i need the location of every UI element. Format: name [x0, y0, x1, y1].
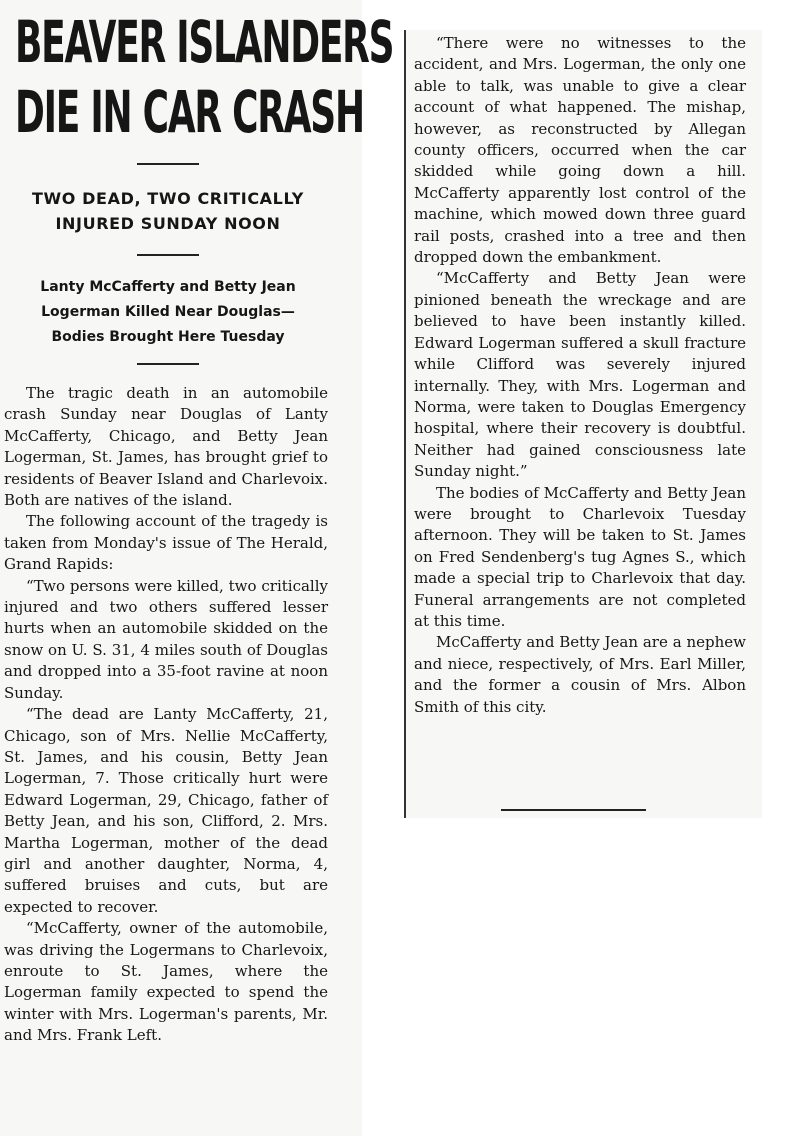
secondary-deck	[0, 275, 336, 350]
paragraph: “McCafferty and Betty Jean were pinioned beneath the wreckage and are believed to have been instantly killed. Edward Logerman suffered a skull fracture while Clifford was severely injured internally. They, with Mrs. Logerman and Norma, were taken to Douglas Emergency hospital, where their recovery is doubtful. Neither had gained consciousness late Sunday night.”	[414, 269, 746, 481]
paragraph: McCafferty and Betty Jean are a nephew and niece, respectively, of Mrs. Earl Miller, and the former a cousin of Mrs. Albon Smith of this city.	[414, 633, 746, 716]
deck-line: TWO DEAD, TWO CRITICALLY	[32, 189, 304, 208]
headline-divider	[137, 163, 199, 165]
deck-line: INJURED SUNDAY NOON	[55, 214, 281, 233]
paragraph: “McCafferty, owner of the automobile, was driving the Logermans to Charlevoix, enroute to St. James, where the Logerman family expected to spend the winter with Mrs. Logerman's parents, Mr. and Mrs. Frank Left.	[4, 919, 328, 1045]
paragraph: “Two persons were killed, two critically injured and two others suffered lesser hurts when an automobile skidded on the snow on U. S. 31, 4 miles south of Douglas and dropped into a 35-foot ravine at noon Sunday.	[4, 576, 328, 702]
article-end-rule	[501, 809, 646, 811]
deck-line: Bodies Brought Here Tuesday	[51, 329, 285, 345]
subheadline-deck	[0, 186, 336, 236]
deck-divider	[137, 254, 199, 256]
paragraph: The following account of the tragedy is taken from Monday's issue of The Herald, Grand Rapids:	[4, 512, 328, 574]
headline-line-2: DIE IN CAR CRASH	[15, 78, 364, 146]
paragraph: The tragic death in an automobile crash Sunday near Douglas of Lanty McCafferty, Chicago, and Betty Jean Logerman, St. James, has brought grief to residents of Beaver Island and Charlevoix. Both are natives of the island.	[4, 384, 328, 510]
article-body-left	[4, 383, 328, 1047]
paragraph: “There were no witnesses to the accident, and Mrs. Logerman, the only one able to talk, was unable to give a clear account of what happened. The mishap, however, as reconstructed by Allegan county officers, occurred when the car skidded while going down a hill. McCafferty apparently lost control of the machine, which mowed down three guard rail posts, crashed into a tree and then dropped down the embankment.	[414, 34, 746, 267]
body-divider	[137, 363, 199, 365]
paragraph: The bodies of McCafferty and Betty Jean were brought to Charlevoix Tuesday afternoon. They will be taken to St. James on Fred Sendenberg's tug Agnes S., which made a special trip to Charlevoix that day. Funeral arrangements are not completed at this time.	[414, 483, 746, 630]
article-column-right	[404, 30, 762, 818]
headline-line-1: BEAVER ISLANDERS	[15, 8, 394, 76]
article-body-right	[414, 33, 746, 718]
deck-line: Logerman Killed Near Douglas—	[41, 304, 295, 320]
deck-line: Lanty McCafferty and Betty Jean	[40, 279, 296, 295]
paragraph: “The dead are Lanty McCafferty, 21, Chicago, son of Mrs. Nellie McCafferty, St. James, and his cousin, Betty Jean Logerman, 7. Those critically hurt were Edward Logerman, 29, Chicago, father of Betty Jean, and his son, Clifford, 2. Mrs. Martha Logerman, mother of the dead girl and another daughter, Norma, 4, suffered bruises and cuts, but are expected to recover.	[4, 705, 328, 916]
